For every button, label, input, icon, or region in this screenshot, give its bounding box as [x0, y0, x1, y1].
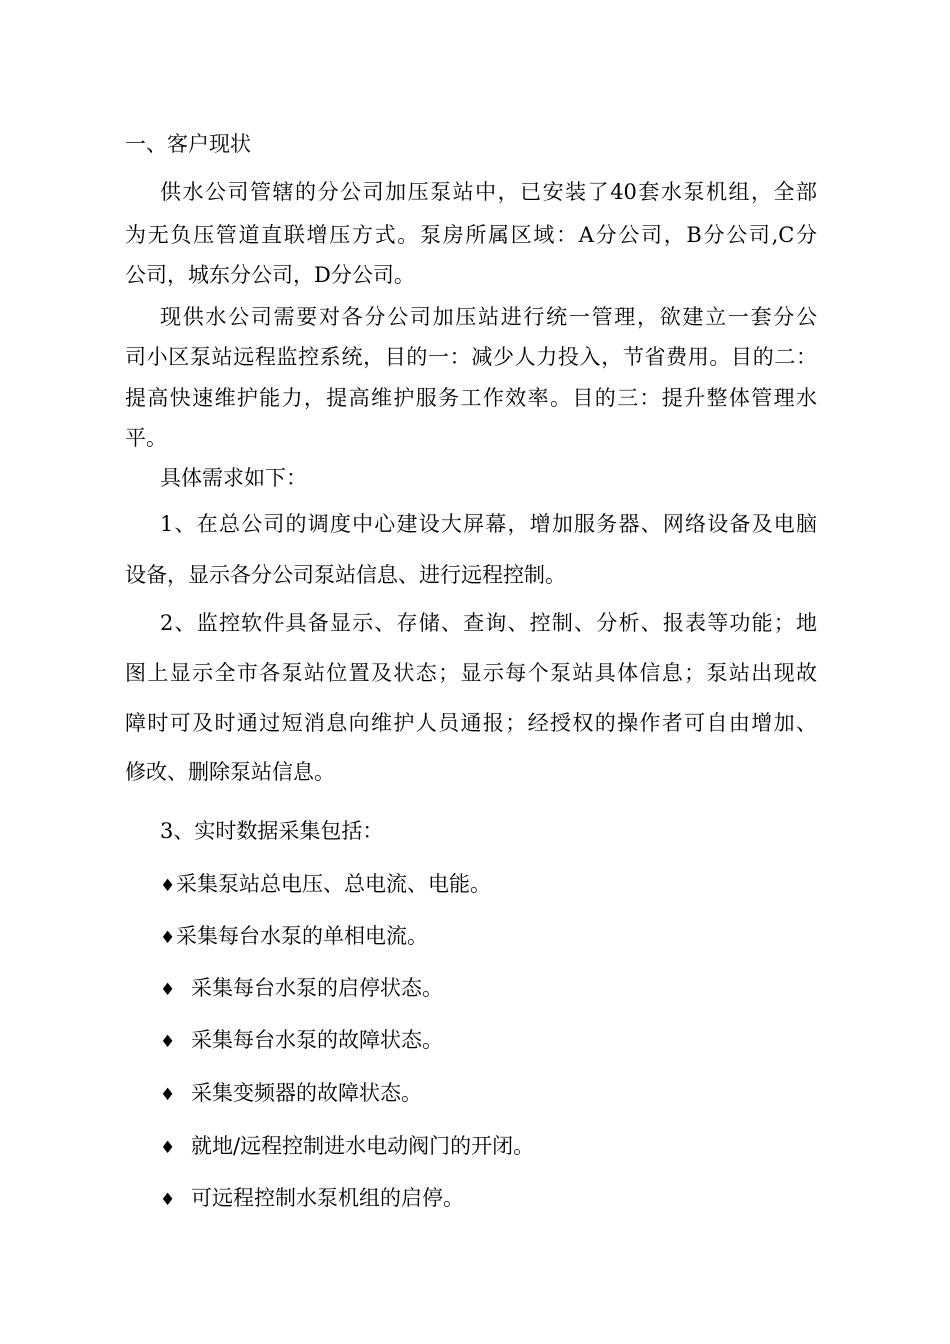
paragraph-3: 具体需求如下： [160, 466, 307, 490]
paragraph-1-line-3: 公司，城东分公司，D分公司。 [125, 263, 415, 287]
paragraph-4-line-1: 1、在总公司的调度中心建设大屏幕，增加服务器、网络设备及电脑 [160, 512, 817, 536]
bullet-text: 采集泵站总电压、总电流、电能。 [176, 872, 491, 896]
bullet-text: 就地/远程控制进水电动阀门的开闭。 [191, 1134, 535, 1158]
paragraph-6: 3、实时数据采集包括： [160, 819, 384, 843]
paragraph-2-line-2: 司小区泵站远程监控系统，目的一：减少人力投入，节省费用。目的二： [125, 345, 817, 369]
bullet-item [160, 1027, 443, 1055]
diamond-bullet-icon: ♦ [160, 876, 176, 896]
paragraph-2-line-4: 平。 [125, 426, 167, 450]
bullet-item [160, 1185, 464, 1213]
paragraph-1-line-1: 供水公司管辖的分公司加压泵站中，已安装了40套水泵机组，全部 [160, 180, 817, 204]
paragraph-4-line-2: 设备，显示各分公司泵站信息、进行远程控制。 [125, 563, 566, 587]
bullet-text: 采集每台水泵的故障状态。 [191, 1028, 443, 1052]
paragraph-5-line-3: 障时可及时通过短消息向维护人员通报；经授权的操作者可自由增加、 [125, 711, 817, 735]
bullet-text: 可远程控制水泵机组的启停。 [191, 1186, 464, 1210]
bullet-text: 采集变频器的故障状态。 [191, 1081, 422, 1105]
bullet-item [160, 871, 491, 899]
bullet-text: 采集每台水泵的启停状态。 [191, 976, 443, 1000]
diamond-bullet-icon: ♦ [160, 1190, 176, 1210]
diamond-bullet-icon: ♦ [160, 928, 176, 948]
paragraph-2-line-1: 现供水公司需要对各分公司加压站进行统一管理，欲建立一套分公 [160, 305, 817, 329]
bullet-item [160, 1133, 534, 1161]
bullet-item [160, 923, 428, 951]
paragraph-5-line-1: 2、监控软件具备显示、存储、查询、控制、分析、报表等功能；地 [160, 611, 817, 635]
paragraph-1-line-2: 为无负压管道直联增压方式。泵房所属区域：A分公司，B分公司,C分 [125, 223, 817, 247]
bullet-text: 采集每台水泵的单相电流。 [176, 924, 428, 948]
section-heading: 一、客户现状 [125, 132, 251, 156]
bullet-item [160, 975, 443, 1003]
paragraph-5-line-4: 修改、删除泵站信息。 [125, 760, 335, 784]
diamond-bullet-icon: ♦ [160, 1138, 176, 1158]
diamond-bullet-icon: ♦ [160, 1032, 176, 1052]
bullet-item [160, 1080, 422, 1108]
diamond-bullet-icon: ♦ [160, 1085, 176, 1105]
paragraph-2-line-3: 提高快速维护能力，提高维护服务工作效率。目的三：提升整体管理水 [125, 386, 817, 410]
paragraph-5-line-2: 图上显示全市各泵站位置及状态；显示每个泵站具体信息；泵站出现故 [125, 661, 817, 685]
diamond-bullet-icon: ♦ [160, 980, 176, 1000]
